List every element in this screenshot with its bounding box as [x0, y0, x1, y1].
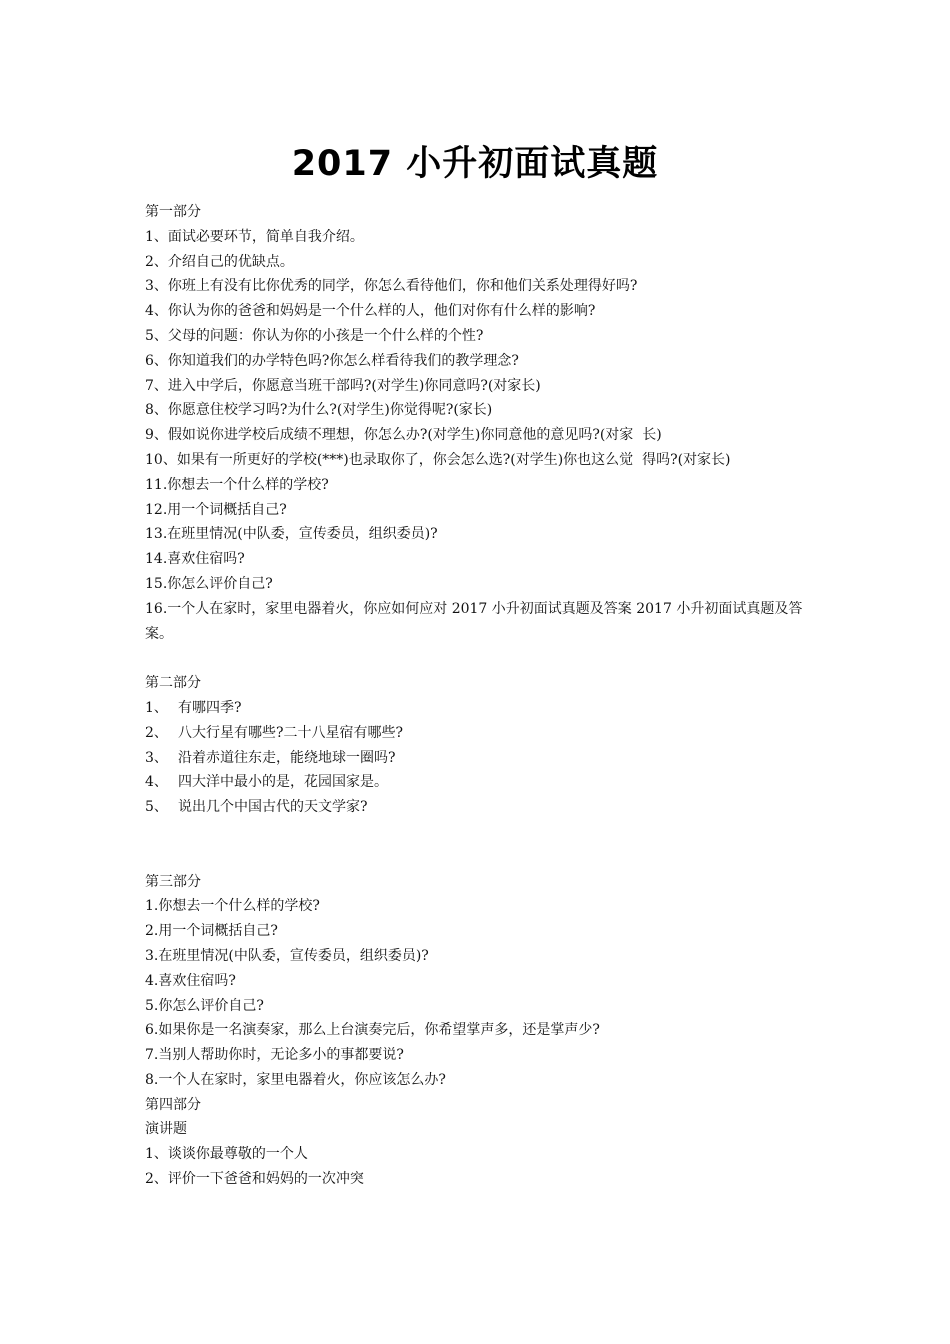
part1-question-7: 7、进入中学后，你愿意当班干部吗?(对学生)你同意吗?(对家长) [145, 377, 541, 394]
list-number: 4、 [145, 774, 168, 791]
part3-heading: 第三部分 [145, 873, 201, 890]
list-text: 沿着赤道往东走，能绕地球一圈吗? [178, 749, 396, 766]
list-number: 5、 [145, 799, 168, 816]
part2-heading: 第二部分 [145, 675, 201, 692]
part1-question-16: 16.一个人在家时，家里电器着火，你应如何应对 2017 小升初面试真题及答案 2017 小升初面试真题及答案。 [145, 600, 803, 642]
part3-question-1: 1.你想去一个什么样的学校? [145, 898, 320, 915]
part3-question-8: 8.一个人在家时，家里电器着火，你应该怎么办? [145, 1071, 446, 1088]
list-text: 四大洋中最小的是，花园国家是。 [178, 774, 388, 791]
part1-question-13: 13.在班里情况(中队委，宣传委员，组织委员)? [145, 526, 438, 543]
part1-question-3: 3、你班上有没有比你优秀的同学，你怎么看待他们，你和他们关系处理得好吗? [145, 278, 638, 295]
section-spacer [145, 820, 810, 870]
part2-question-5 [145, 795, 810, 820]
list-text: 有哪四季? [178, 699, 242, 716]
part2-question-1 [145, 696, 810, 721]
document-title: 2017 小升初面试真题 [291, 144, 659, 184]
list-number: 3、 [145, 749, 168, 766]
part4-topic-2: 2、评价一下爸爸和妈妈的一次冲突 [145, 1171, 364, 1188]
part3-question-5: 5.你怎么评价自己? [145, 997, 264, 1014]
part2-question-4 [145, 770, 810, 795]
part1-question-8: 8、你愿意住校学习吗?为什么?(对学生)你觉得呢?(家长) [145, 402, 493, 419]
part1-question-9: 9、假如说你进学校后成绩不理想，你怎么办?(对学生)你同意他的意见吗?(对家 长) [145, 427, 662, 444]
part3-question-4: 4.喜欢住宿吗? [145, 972, 236, 989]
part1-question-4: 4、你认为你的爸爸和妈妈是一个什么样的人，他们对你有什么样的影响? [145, 303, 596, 320]
list-text: 八大行星有哪些?二十八星宿有哪些? [178, 724, 404, 741]
part1-question-10: 10、如果有一所更好的学校(***)也录取你了，你会怎么选?(对学生)你也这么觉 得吗?(对家长) [145, 451, 731, 468]
part3-question-2: 2.用一个词概括自己? [145, 923, 278, 940]
part3-question-7: 7.当别人帮助你时，无论多小的事都要说? [145, 1047, 404, 1064]
part1-question-6: 6、你知道我们的办学特色吗?你怎么样看待我们的教学理念? [145, 352, 519, 369]
part1-question-12: 12.用一个词概括自己? [145, 501, 287, 518]
section-spacer [145, 646, 810, 671]
part2-question-3 [145, 746, 810, 771]
part1-question-1: 1、面试必要环节，简单自我介绍。 [145, 228, 364, 245]
part1-question-2: 2、介绍自己的优缺点。 [145, 253, 294, 270]
list-number: 2、 [145, 724, 168, 741]
part1-question-5: 5、父母的问题：你认为你的小孩是一个什么样的个性? [145, 327, 484, 344]
part3-question-6: 6.如果你是一名演奏家，那么上台演奏完后，你希望掌声多，还是掌声少? [145, 1022, 600, 1039]
part1-question-14: 14.喜欢住宿吗? [145, 551, 245, 568]
part1-question-15: 15.你怎么评价自己? [145, 575, 273, 592]
part2-question-2 [145, 721, 810, 746]
part1-question-11: 11.你想去一个什么样的学校? [145, 476, 329, 493]
part4-subheading: 演讲题 [145, 1121, 187, 1138]
list-number: 1、 [145, 699, 168, 716]
part3-question-3: 3.在班里情况(中队委，宣传委员，组织委员)? [145, 947, 429, 964]
part4-heading: 第四部分 [145, 1096, 201, 1113]
list-text: 说出几个中国古代的天文学家? [178, 799, 368, 816]
document-body [145, 200, 810, 1192]
part1-heading: 第一部分 [145, 204, 201, 220]
part4-topic-1: 1、谈谈你最尊敬的一个人 [145, 1146, 308, 1163]
